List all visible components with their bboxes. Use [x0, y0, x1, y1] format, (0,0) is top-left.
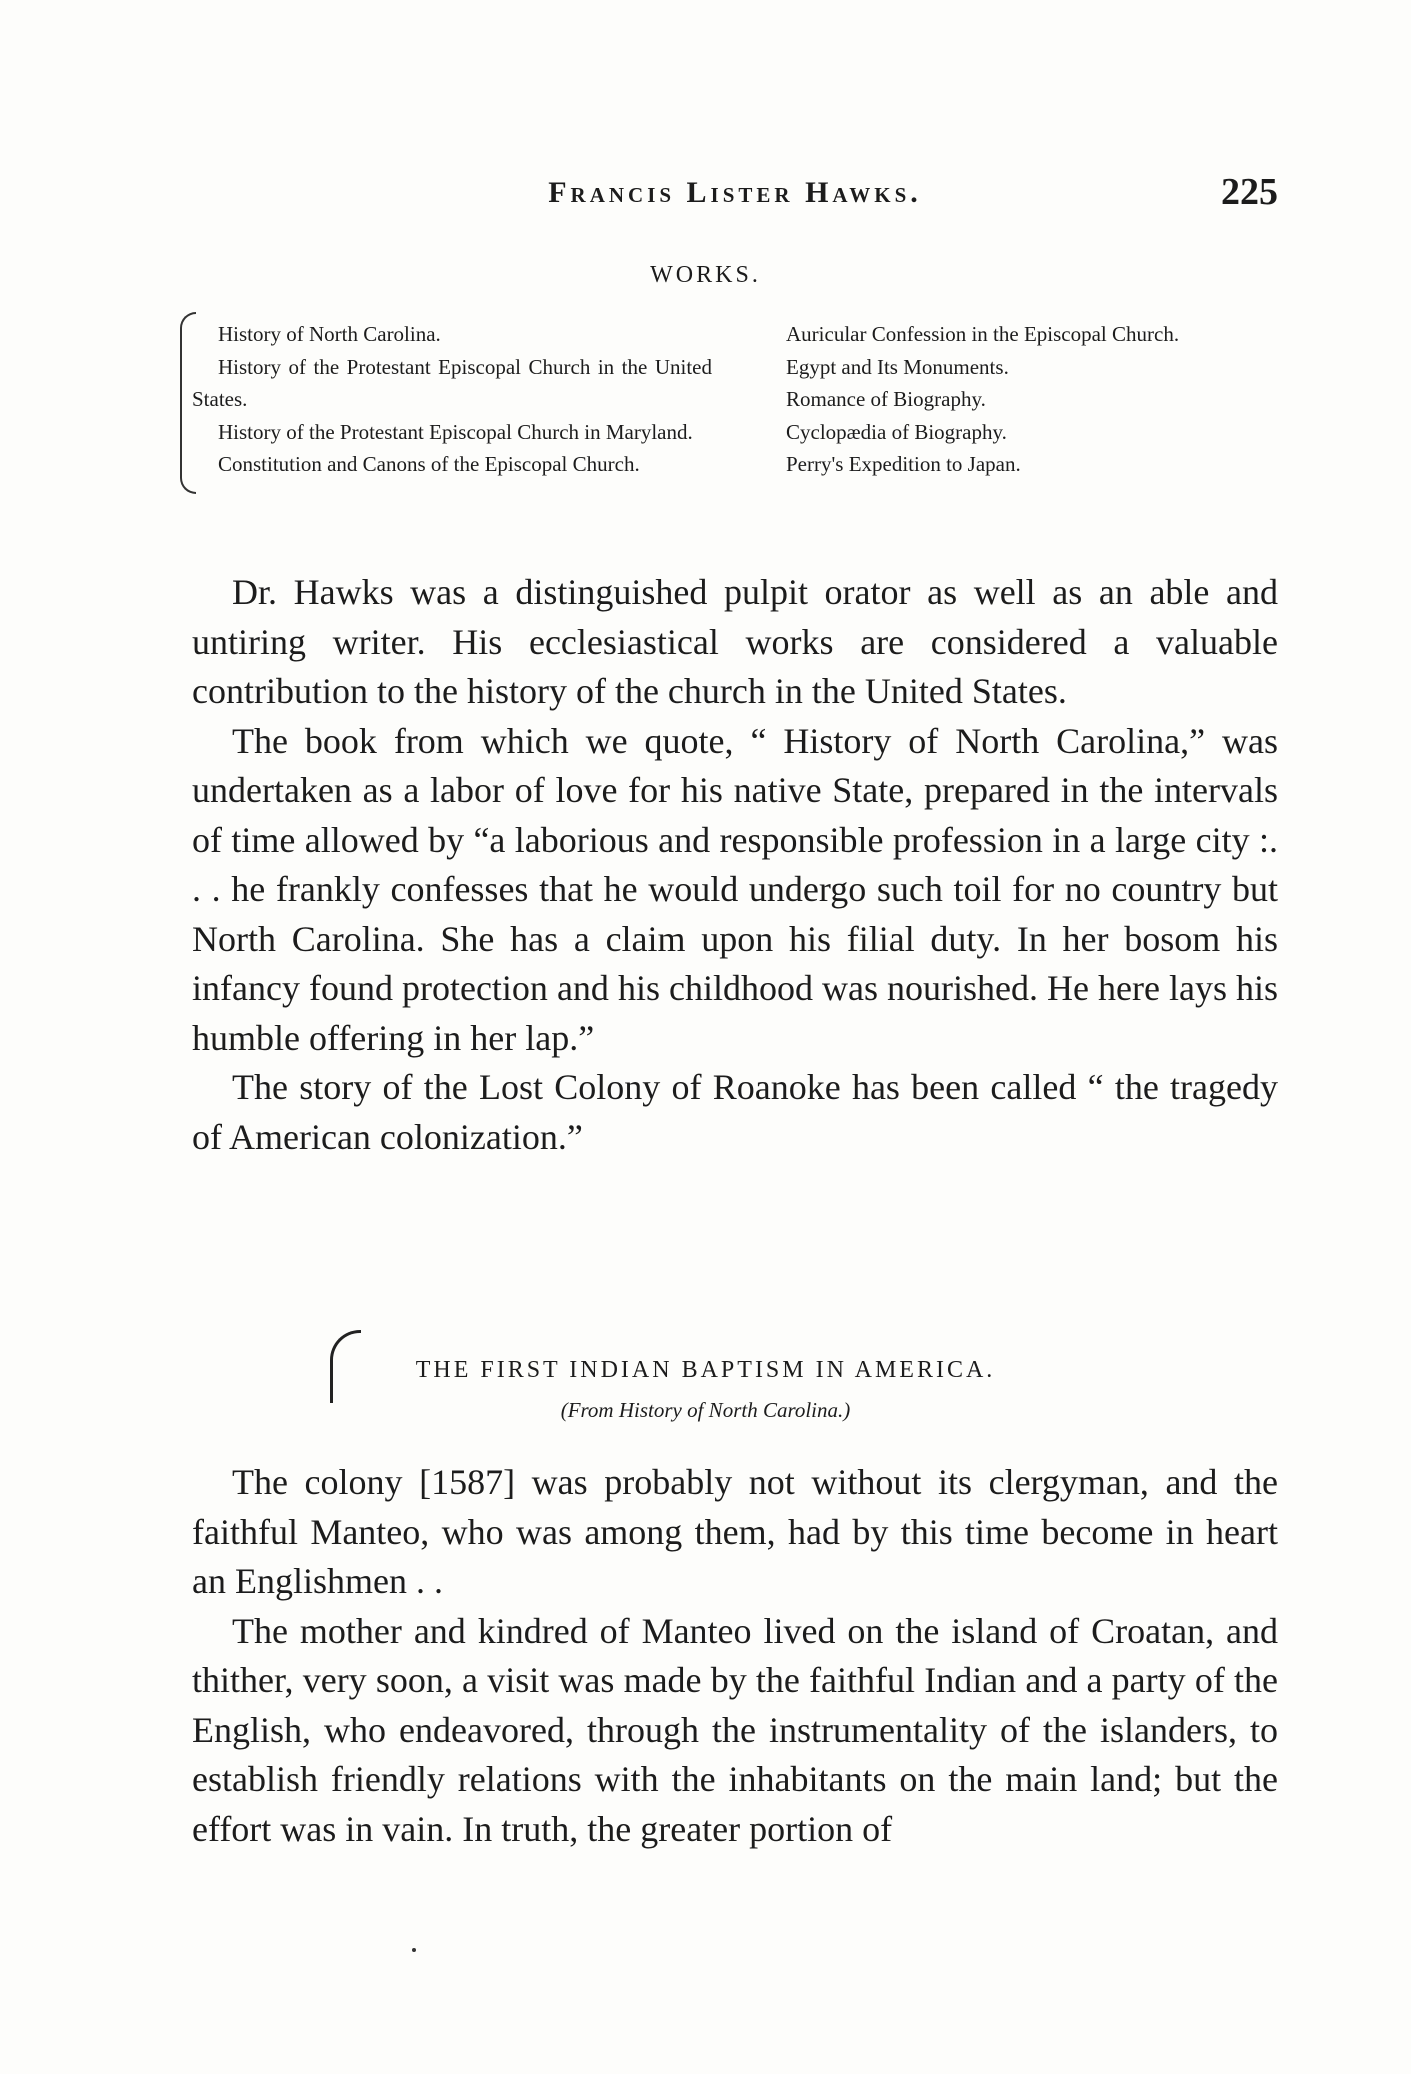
running-title: Francis Lister Hawks. [548, 176, 922, 209]
running-head [192, 170, 1278, 220]
works-item: Constitution and Canons of the Episcopal Church. [218, 452, 640, 476]
section-title: THE FIRST INDIAN BAPTISM IN AMERICA. [415, 1357, 996, 1383]
works-list-right [760, 318, 1280, 481]
paragraph: The colony [1587] was probably not without its clergyman, and the faithful Manteo, who was among them, had by this time become in heart an Englishmen . . [192, 1462, 1278, 1601]
stray-mark [412, 1948, 416, 1952]
works-item: History of North Carolina. [218, 322, 441, 346]
works-item: Egypt and Its Monuments. [786, 354, 1009, 379]
body-text-upper [192, 568, 1278, 1162]
paragraph: Dr. Hawks was a distinguished pulpit orator as well as an able and untiring writer. His ecclesiastical works are considered a valuable contribution to the history of the church in the United States. [192, 572, 1278, 711]
works-item: History of the Protestant Episcopal Church in the United States. [192, 354, 712, 411]
works-item: Cyclopædia of Biography. [786, 419, 1007, 444]
works-heading: WORKS. [650, 262, 761, 288]
paragraph: The book from which we quote, “ History of North Carolina,” was undertaken as a labor of love for his native State, prepared in the intervals of time allowed by “a laborious and responsible profession in a large city :. . . he frankly confesses that he would undergo such toil for no country but North Carolina. She has a claim upon his filial duty. In her bosom his infancy found protection and his childhood was nourished. He here lays his humble offering in her lap.” [192, 720, 1278, 1058]
works-item: Romance of Biography. [786, 387, 986, 411]
paragraph: The mother and kindred of Manteo lived on the island of Croatan, and thither, very soon, a visit was made by the faithful Indian and a party of the English, who endeavored, through the instrumentality of the islanders, to establish friendly relations with the inhabitants on the main land; but the effort was in vain. In truth, the greater portion of [192, 1610, 1278, 1849]
works-item: History of the Protestant Episcopal Church in Maryland. [218, 419, 693, 444]
paragraph: The story of the Lost Colony of Roanoke has been called “ the tragedy of American colonization.” [192, 1067, 1278, 1157]
body-text-lower [192, 1458, 1278, 1854]
works-list-left [192, 318, 712, 481]
page-number: 225 [1221, 171, 1278, 213]
works-item: Perry's Expedition to Japan. [786, 452, 1021, 476]
works-item: Auricular Confession in the Episcopal Church. [786, 322, 1180, 346]
section-source: (From History of North Carolina.) [560, 1398, 851, 1422]
